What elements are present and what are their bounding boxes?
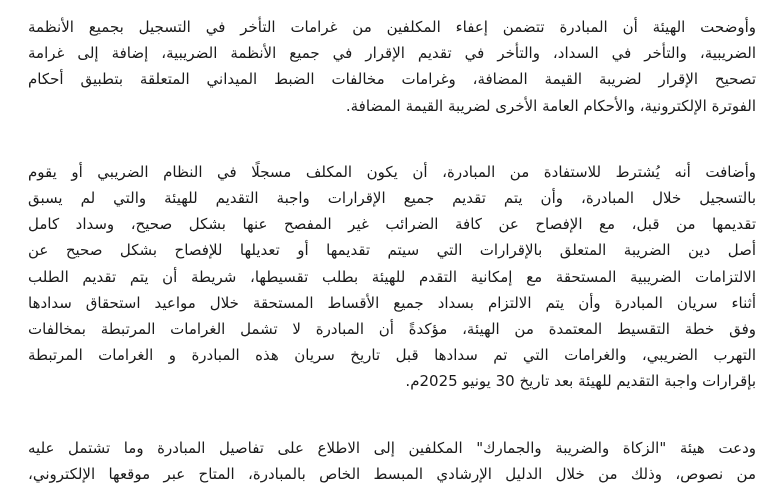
text-line: وفق خطة التقسيط المعتمدة من الهيئة، مؤكدةً أن المبادرة لا تشمل الغرامات المرتبطة بمخالفات: [28, 320, 756, 339]
paragraph-eligibility-conditions: [28, 159, 756, 395]
text-line: الالتزامات الضريبية المستحقة مع إمكانية التقدم للهيئة بطلب تقسيطها، شريطة أن يتم تقديم الطلب: [28, 267, 756, 286]
text-line: بالتسجيل خلال المبادرة، وأن يتم تقديم جميع الإقرارات واجبة التقديم للهيئة والتي لم يسبق: [28, 189, 756, 208]
paragraph-penalty-exemptions: [28, 14, 756, 119]
text-line: تصحيح الإقرار لضريبة القيمة المضافة، وغرامات مخالفات الضبط الميداني المتعلقة بتطبيق أحكام: [28, 70, 756, 89]
text-line: وأضافت أنه يُشترط للاستفادة من المبادرة، أن يكون المكلف مسجلًا في النظام الضريبي أو يقوم: [28, 162, 756, 181]
text-line: التهرب الضريبي، والغرامات التي تم سدادها قبل تاريخ سريان هذه المبادرة و الغرامات المرتبطة: [28, 346, 756, 365]
text-line: تقديمها من قبل، مع الإفصاح عن كافة الضرائب غير المفصح عنها بشكل صحيح، وسداد كامل: [28, 215, 756, 234]
paragraph-invitation-guide: [28, 435, 756, 487]
text-line: من نصوص، وذلك من خلال الدليل الإرشادي المبسط الخاص بالمبادرة، المتاح عبر موقعها الإلكتروني،: [28, 464, 756, 483]
text-line: الضريبية، والتأخر في السداد، والتأخر في تقديم الإقرار في جميع الأنظمة الضريبية، إضافة إلى غرامة: [28, 44, 756, 63]
text-line: أصل دين الضريبة المتعلق بالإقرارات التي سيتم تقديمها أو تعديلها للإفصاح بشكل صحيح عن: [28, 241, 756, 260]
text-line: ودعت هيئة "الزكاة والضريبة والجمارك" المكلفين إلى الاطلاع على تفاصيل المبادرة وما تشتمل عليه: [28, 438, 756, 457]
text-line: وأوضحت الهيئة أن المبادرة تتضمن إعفاء المكلفين من غرامات التأخر في التسجيل بجميع الأنظمة: [28, 18, 756, 36]
paragraph-spacer: [28, 119, 756, 159]
text-line: أثناء سريان المبادرة وأن يتم الالتزام بسداد جميع الأقساط المستحقة خلال مواعيد استحقاق سدادها: [28, 293, 756, 312]
text-line: بإقرارات واجبة التقديم للهيئة بعد تاريخ 30 يونيو 2025م.: [405, 372, 756, 391]
text-line: الفوترة الإلكترونية، والأحكام العامة الأخرى لضريبة القيمة المضافة.: [345, 96, 756, 115]
paragraph-spacer: [28, 395, 756, 435]
